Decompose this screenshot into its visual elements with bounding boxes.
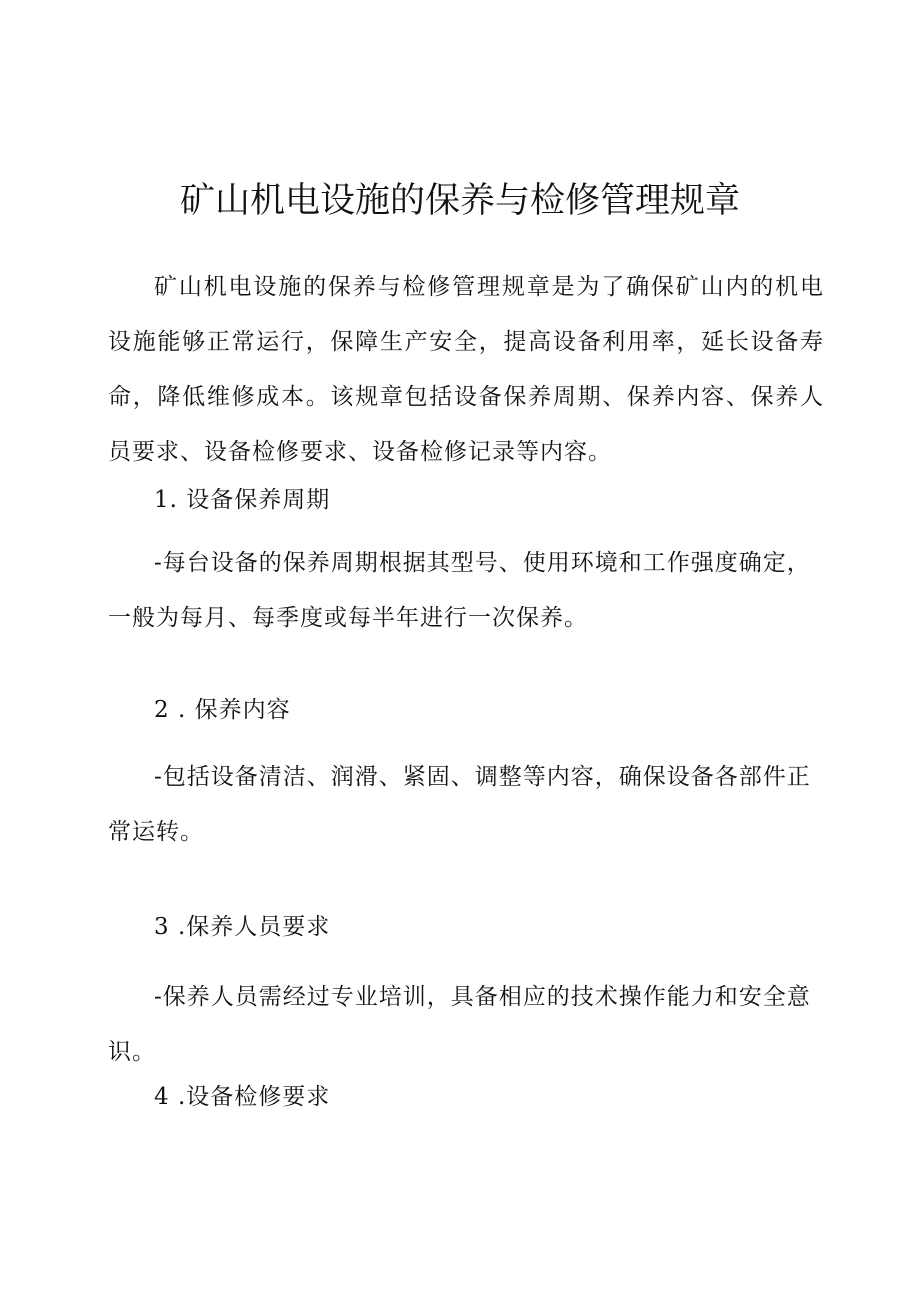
document-title: 矿山机电设施的保养与检修管理规章 <box>179 181 740 221</box>
section-heading-2: 2 . 保养内容 <box>154 697 291 723</box>
section-body-2: -包括设备清洁、润滑、紧固、调整等内容，确保设备各部件正常运转。 <box>108 764 811 845</box>
section-body-1: -每台设备的保养周期根据其型号、使用环境和工作强度确定，一般为每月、每季度或每半年进行一次保养。 <box>108 550 811 631</box>
intro-paragraph: 矿山机电设施的保养与检修管理规章是为了确保矿山内的机电设施能够正常运行，保障生产安全，提高设备利用率，延长设备寿命，降低维修成本。该规章包括设备保养周期、保养内容、保养人员要求、设备检修要求、设备检修记录等内容。 <box>108 274 824 465</box>
section-heading-3: 3 .保养人员要求 <box>154 914 331 940</box>
section-body-3: -保养人员需经过专业培训，具备相应的技术操作能力和安全意识。 <box>108 984 811 1065</box>
section-heading-4: 4 .设备检修要求 <box>154 1084 331 1110</box>
section-heading-1: 1. 设备保养周期 <box>154 487 331 513</box>
